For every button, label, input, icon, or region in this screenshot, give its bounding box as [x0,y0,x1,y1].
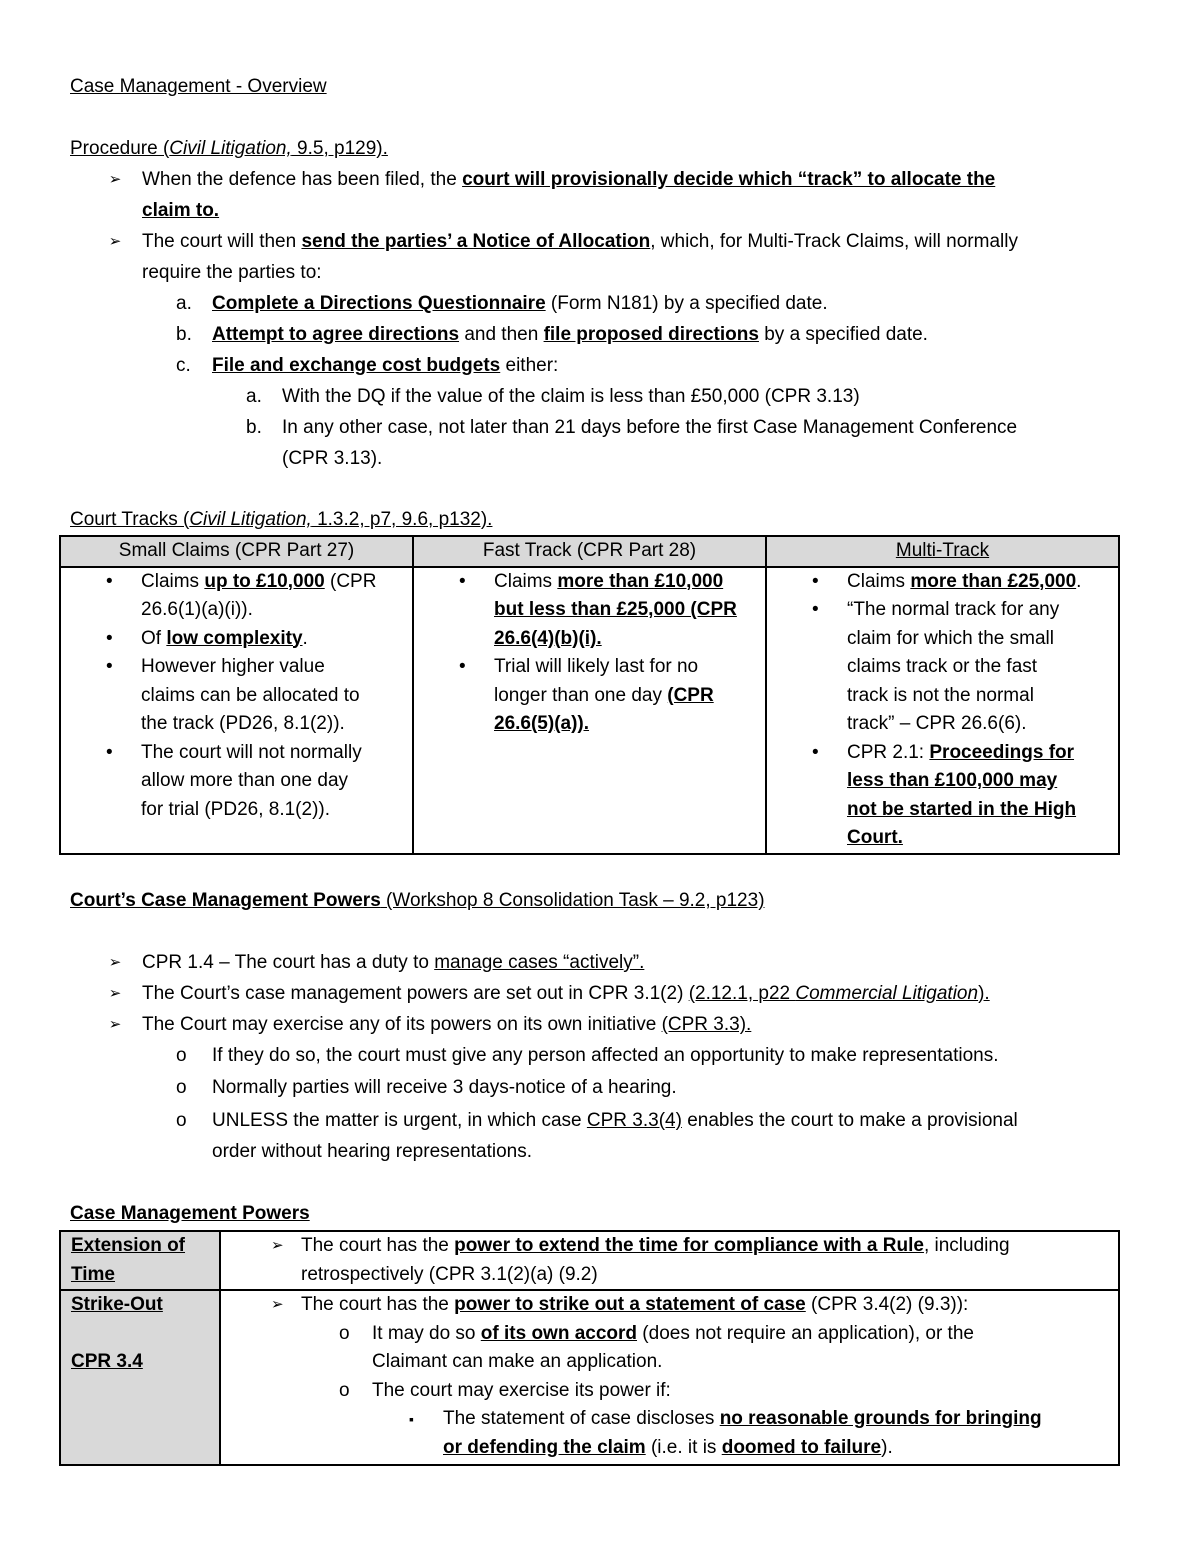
list-item-cont: but less than £25,000 (CPR [494,599,737,620]
procedure-item-a: Complete a Directions Questionnaire (Form N181) by a specified date. [212,293,828,314]
circle-bullet-icon: o [176,1110,187,1131]
circle-bullet-icon: o [339,1322,350,1344]
arrow-bullet-icon: ➢ [271,1296,284,1313]
list-item-cont: not be started in the High [847,798,1077,820]
list-item-cont: allow more than one day [141,770,349,791]
cm-row-content-extension: ➢ The court has the power to extend the time for compliance with a Rule, including retrospectively (CPR 3.1(2)(a) (9.2) [220,1231,1119,1290]
list-item-cont: claim for which the small [847,627,1054,649]
list-marker-ca: a. [246,386,262,407]
procedure-item-cb-cont: (CPR 3.13). [282,448,383,469]
list-marker-c: c. [176,355,191,376]
procedure-item-c: File and exchange cost budgets either: [212,355,559,376]
arrow-bullet-icon: ➢ [108,1016,122,1033]
cm-row-label-strikeout: Strike-Out CPR 3.4 [60,1290,220,1465]
powers-bullet-3: The Court may exercise any of its powers on its own initiative (CPR 3.3). [142,1014,752,1035]
procedure-bullet-1-cont: claim to. [142,200,220,221]
list-item-cont: 26.6(5)(a)). [494,713,590,734]
list-item: • Of low complexity. [106,627,308,649]
list-item-cont: less than £100,000 may [847,770,1058,791]
list-item: • Claims more than £10,000 [459,570,724,592]
cm-row-content-strikeout: ➢ The court has the power to strike out a statement of case (CPR 3.4(2) (9.3)): o It may do so of its own accord (does not require an application), or the Claimant can make an application. o The court may exercise its power if: ▪ The statement of case discloses no reasonable grounds for bringing or defending the claim (i.e. it is doomed to failure). [220,1290,1119,1465]
arrow-bullet-icon: ➢ [108,171,122,188]
list-marker-cb: b. [246,417,262,438]
tracks-cell-multi-track [766,567,1119,854]
procedure-heading-pre: Procedure ( [70,138,170,159]
procedure-item-cb: In any other case, not later than 21 days before the first Case Management Conference [282,417,1018,438]
arrow-bullet-icon: ➢ [108,985,122,1002]
tracks-cell-small-claims [60,567,413,854]
list-item-cont: 26.6(4)(b)(i). [494,627,602,649]
procedure-heading-post: 9.5, p129). [291,138,388,159]
list-item: • The court will not normally [106,741,362,763]
list-item: • Trial will likely last for no [459,656,699,677]
procedure-bullet-2-cont: require the parties to: [142,262,322,283]
cm-row-label-extension: Extension of Time [60,1231,220,1290]
circle-bullet-icon: o [176,1077,187,1098]
list-item: • Claims more than £25,000. [812,570,1082,592]
list-item-cont: claims track or the fast [847,656,1038,677]
list-item-cont: for trial (PD26, 8.1(2)). [141,798,330,820]
procedure-bullet-1: When the defence has been filed, the court will provisionally decide which “track” to allocate the [142,169,996,190]
cm-powers-heading: Case Management Powers [70,1203,310,1224]
list-item-cont: 26.6(1)(a)(i)). [141,599,253,620]
list-item-cont: Court. [847,827,903,848]
circle-bullet-icon: o [339,1379,350,1401]
list-marker-a: a. [176,293,192,314]
powers-bullet-2: The Court’s case management powers are set out in CPR 3.1(2) (2.12.1, p22 Commercial Litigation). [142,983,990,1004]
powers-sub-2: Normally parties will receive 3 days-notice of a hearing. [212,1077,677,1098]
tracks-header-multi-track: Multi-Track [766,536,1119,567]
list-item: • “The normal track for any [812,599,1060,620]
powers-heading: Court’s Case Management Powers (Workshop 8 Consolidation Task – 9.2, p123) [70,890,765,911]
list-item: • CPR 2.1: Proceedings for [812,741,1075,763]
procedure-bullet-2: The court will then send the parties’ a Notice of Allocation, which, for Multi-Track Claims, will normally [142,231,1018,252]
procedure-heading-italic: Civil Litigation, [169,138,292,159]
list-item-cont: track is not the normal [847,684,1034,706]
square-bullet-icon: ▪ [409,1411,414,1427]
powers-sub-3: UNLESS the matter is urgent, in which case CPR 3.3(4) enables the court to make a provisional [212,1110,1018,1131]
powers-bullet-1: CPR 1.4 – The court has a duty to manage cases “actively”. [142,952,645,973]
list-item: • Claims up to £10,000 (CPR [106,570,377,592]
tracks-header-small-claims: Small Claims (CPR Part 27) [60,536,413,567]
powers-sub-1: If they do so, the court must give any person affected an opportunity to make representations. [212,1045,999,1066]
tracks-table [59,535,1120,855]
list-marker-b: b. [176,324,192,345]
arrow-bullet-icon: ➢ [271,1237,284,1254]
tracks-heading: Court Tracks (Civil Litigation, 1.3.2, p7, 9.6, p132). [70,509,493,530]
list-item-cont: longer than one day (CPR [494,684,714,706]
circle-bullet-icon: o [176,1045,187,1066]
list-item-cont: the track (PD26, 8.1(2)). [141,713,345,734]
list-item-cont: claims can be allocated to [141,684,360,706]
tracks-header-fast-track: Fast Track (CPR Part 28) [413,536,766,567]
tracks-cell-fast-track [413,567,766,854]
cm-powers-table [59,1230,1120,1466]
procedure-heading [70,133,388,164]
list-item-cont: track” – CPR 26.6(6). [847,713,1027,734]
arrow-bullet-icon: ➢ [108,954,122,971]
procedure-item-b: Attempt to agree directions and then file proposed directions by a specified date. [212,324,928,345]
page-title: Case Management - Overview [70,76,327,97]
list-item: • However higher value [106,656,325,677]
arrow-bullet-icon: ➢ [108,233,122,250]
powers-sub-3-cont: order without hearing representations. [212,1141,533,1162]
procedure-item-ca: With the DQ if the value of the claim is less than £50,000 (CPR 3.13) [282,386,860,407]
